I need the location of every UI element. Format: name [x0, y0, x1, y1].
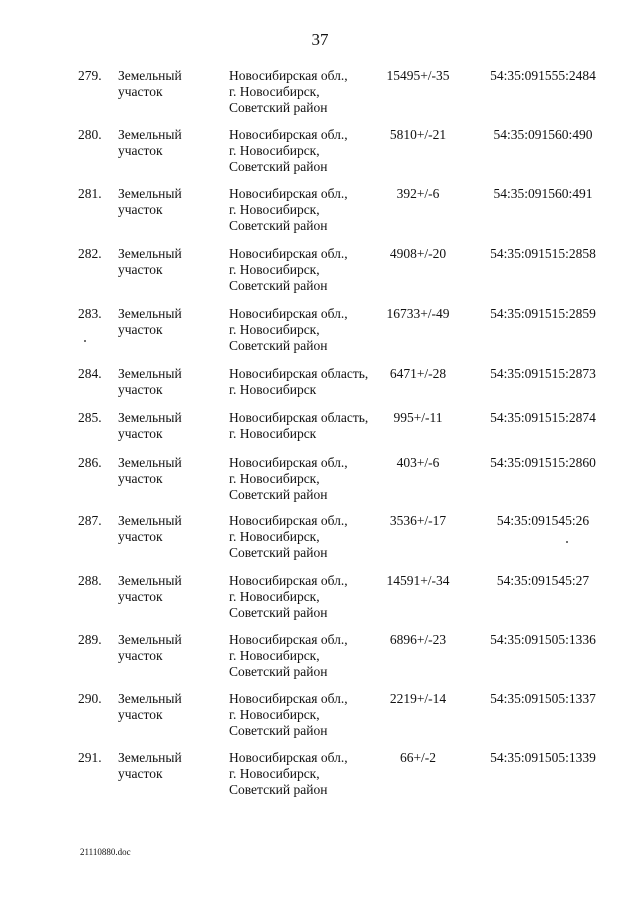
object-type-line: Земельный	[118, 632, 182, 647]
address-line: г. Новосибирск,	[229, 322, 320, 337]
address-line: Новосибирская обл.,	[229, 68, 348, 83]
cadastral-number: 54:35:091545:26	[496, 513, 590, 528]
address-line: Советский район	[229, 605, 328, 620]
address-line: Советский район	[229, 278, 328, 293]
address	[229, 186, 379, 234]
address-line: Новосибирская обл.,	[229, 750, 348, 765]
row-number: 289.	[78, 632, 102, 647]
object-type-line: Земельный	[118, 455, 182, 470]
cadastral-number: 54:35:091515:2860	[490, 455, 596, 470]
object-type-line: участок	[118, 426, 163, 441]
object-type	[118, 366, 222, 398]
address-line: г. Новосибирск,	[229, 589, 320, 604]
area-value: 3536+/-17	[389, 513, 447, 528]
cadastral-number: 54:35:091515:2874	[490, 410, 596, 425]
address-line: Новосибирская обл.,	[229, 632, 348, 647]
address-line: Советский район	[229, 218, 328, 233]
address-line: г. Новосибирск,	[229, 648, 320, 663]
object-type-line: участок	[118, 382, 163, 397]
address-line: Новосибирская обл.,	[229, 246, 348, 261]
object-type-line: участок	[118, 589, 163, 604]
address-line: г. Новосибирск,	[229, 84, 320, 99]
address-line: Советский район	[229, 487, 328, 502]
address-line: г. Новосибирск,	[229, 766, 320, 781]
area-value: 995+/-11	[393, 410, 443, 425]
object-type	[118, 246, 222, 278]
address-line: г. Новосибирск,	[229, 707, 320, 722]
object-type-line: Земельный	[118, 246, 182, 261]
object-type-line: Земельный	[118, 306, 182, 321]
address-line: г. Новосибирск,	[229, 529, 320, 544]
address	[229, 68, 379, 116]
object-type	[118, 513, 222, 545]
scan-speck	[84, 340, 86, 342]
object-type	[118, 691, 222, 723]
address-line: Советский район	[229, 782, 328, 797]
row-number: 279.	[78, 68, 102, 83]
object-type-line: Земельный	[118, 691, 182, 706]
object-type	[118, 186, 222, 218]
row-number: 282.	[78, 246, 102, 261]
object-type-line: участок	[118, 529, 163, 544]
cadastral-number: 54:35:091515:2858	[490, 246, 596, 261]
object-type	[118, 410, 222, 442]
address	[229, 306, 379, 354]
area-value: 4908+/-20	[389, 246, 447, 261]
cadastral-number: 54:35:091505:1339	[490, 750, 596, 765]
area-value: 403+/-6	[396, 455, 440, 470]
address	[229, 750, 379, 798]
address-line: Новосибирская обл.,	[229, 455, 348, 470]
row-number: 291.	[78, 750, 102, 765]
cadastral-number: 54:35:091515:2873	[490, 366, 596, 381]
address-line: Новосибирская область,	[229, 366, 369, 381]
area-value: 66+/-2	[399, 750, 437, 765]
row-number: 284.	[78, 366, 102, 381]
object-type-line: участок	[118, 471, 163, 486]
object-type	[118, 68, 222, 100]
area-value: 6896+/-23	[389, 632, 447, 647]
object-type-line: Земельный	[118, 573, 182, 588]
address-line: Советский район	[229, 723, 328, 738]
address-line: г. Новосибирск,	[229, 202, 320, 217]
scan-speck	[566, 541, 568, 543]
object-type	[118, 750, 222, 782]
address	[229, 513, 379, 561]
address-line: Новосибирская обл.,	[229, 573, 348, 588]
area-value: 16733+/-49	[386, 306, 450, 321]
row-number: 285.	[78, 410, 102, 425]
address	[229, 127, 379, 175]
object-type	[118, 573, 222, 605]
address-line: г. Новосибирск,	[229, 143, 320, 158]
page-number: 37	[311, 30, 329, 49]
object-type	[118, 632, 222, 664]
row-number: 281.	[78, 186, 102, 201]
cadastral-number: 54:35:091505:1337	[490, 691, 596, 706]
address	[229, 455, 379, 503]
address-line: Советский район	[229, 159, 328, 174]
row-number: 286.	[78, 455, 102, 470]
cadastral-number: 54:35:091545:27	[496, 573, 590, 588]
row-number: 287.	[78, 513, 102, 528]
address	[229, 410, 379, 442]
address-line: Новосибирская обл.,	[229, 186, 348, 201]
object-type-line: Земельный	[118, 68, 182, 83]
object-type-line: Земельный	[118, 750, 182, 765]
address	[229, 573, 379, 621]
area-value: 6471+/-28	[389, 366, 447, 381]
object-type-line: Земельный	[118, 127, 182, 142]
address-line: Советский район	[229, 338, 328, 353]
area-value: 14591+/-34	[386, 573, 450, 588]
address-line: г. Новосибирск,	[229, 262, 320, 277]
object-type-line: участок	[118, 648, 163, 663]
file-name-footer: 21110880.doc	[80, 847, 131, 857]
cadastral-number: 54:35:091515:2859	[490, 306, 596, 321]
object-type-line: Земельный	[118, 366, 182, 381]
address-line: Советский район	[229, 664, 328, 679]
object-type-line: участок	[118, 707, 163, 722]
address-line: Новосибирская обл.,	[229, 306, 348, 321]
object-type-line: Земельный	[118, 513, 182, 528]
address-line: Новосибирская обл.,	[229, 513, 348, 528]
address	[229, 246, 379, 294]
object-type-line: участок	[118, 143, 163, 158]
object-type-line: участок	[118, 322, 163, 337]
object-type-line: участок	[118, 84, 163, 99]
address-line: г. Новосибирск	[229, 426, 317, 441]
address-line: Советский район	[229, 545, 328, 560]
object-type-line: Земельный	[118, 186, 182, 201]
object-type	[118, 455, 222, 487]
area-value: 2219+/-14	[389, 691, 447, 706]
object-type	[118, 127, 222, 159]
object-type-line: участок	[118, 262, 163, 277]
row-number: 283.	[78, 306, 102, 321]
cadastral-number: 54:35:091555:2484	[490, 68, 596, 83]
row-number: 280.	[78, 127, 102, 142]
address-line: Новосибирская обл.,	[229, 127, 348, 142]
address-line: Советский район	[229, 100, 328, 115]
area-value: 15495+/-35	[386, 68, 450, 83]
address-line: г. Новосибирск	[229, 382, 317, 397]
object-type	[118, 306, 222, 338]
object-type-line: Земельный	[118, 410, 182, 425]
object-type-line: участок	[118, 766, 163, 781]
object-type-line: участок	[118, 202, 163, 217]
address-line: г. Новосибирск,	[229, 471, 320, 486]
address	[229, 691, 379, 739]
area-value: 5810+/-21	[389, 127, 447, 142]
cadastral-number: 54:35:091560:491	[493, 186, 593, 201]
address-line: Новосибирская область,	[229, 410, 369, 425]
cadastral-number: 54:35:091560:490	[493, 127, 593, 142]
address-line: Новосибирская обл.,	[229, 691, 348, 706]
cadastral-number: 54:35:091505:1336	[490, 632, 596, 647]
area-value: 392+/-6	[396, 186, 440, 201]
row-number: 288.	[78, 573, 102, 588]
address	[229, 632, 379, 680]
address	[229, 366, 379, 398]
row-number: 290.	[78, 691, 102, 706]
